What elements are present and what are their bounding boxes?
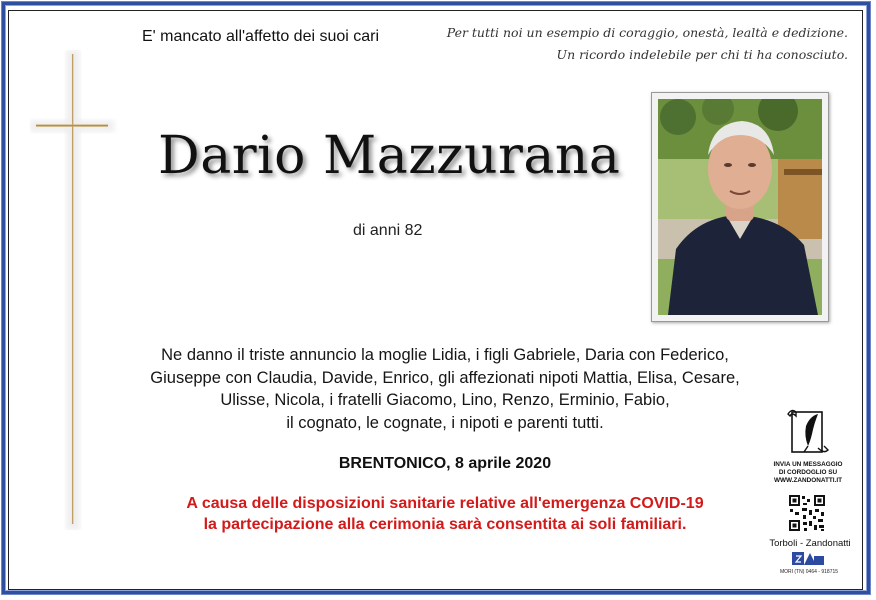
announcement-line: Ne danno il triste annuncio la moglie Lidia, i figli Gabriele, Daria con Federico, [161, 346, 729, 364]
message-url[interactable]: WWW.ZANDONATTI.IT [773, 477, 843, 484]
announcement-line: Ulisse, Nicola, i fratelli Giacomo, Lino, Renzo, Erminio, Fabio, [220, 391, 670, 409]
quote-line: Per tutti noi un esempio di coraggio, onestà, lealtà e dedizione. [446, 25, 848, 40]
announcement-line: Giuseppe con Claudia, Davide, Enrico, gli affezionati nipoti Mattia, Elisa, Cesare, [150, 368, 740, 387]
announcement-text [120, 344, 770, 434]
portrait-photo [651, 92, 829, 322]
cross-icon [30, 50, 120, 530]
covid-notice [120, 493, 770, 535]
message-line: INVIA UN MESSAGGIO [773, 461, 843, 468]
agency-name: Torboli - Zandonatti [769, 538, 851, 549]
scroll-quill-icon [784, 406, 832, 458]
place-date: BRENTONICO, 8 aprile 2020 [338, 455, 552, 472]
message-line: DI CORDOGLIO SU [778, 469, 838, 476]
zandonatti-logo-icon [790, 550, 826, 567]
agency-phone: MORI (TN) 0464 - 918715 [779, 569, 839, 575]
notice-line: A causa delle disposizioni sanitarie relative all'emergenza COVID-19 [186, 495, 704, 512]
qr-code-icon[interactable] [788, 494, 826, 532]
memorial-quote [447, 22, 848, 66]
deceased-age: di anni 82 [353, 222, 423, 239]
quote-line: Un ricordo indelebile per chi ti ha conosciuto. [556, 47, 848, 62]
announcement-line: il cognato, le cognate, i nipoti e parenti tutti. [286, 413, 604, 432]
deceased-name: Dario Mazzurana [158, 126, 621, 186]
notice-line: la partecipazione alla cerimonia sarà consentita ai soli familiari. [203, 516, 687, 533]
condolence-message[interactable] [765, 461, 851, 485]
portrait-image [658, 99, 822, 315]
intro-text: E' mancato all'affetto dei suoi cari [142, 28, 380, 45]
